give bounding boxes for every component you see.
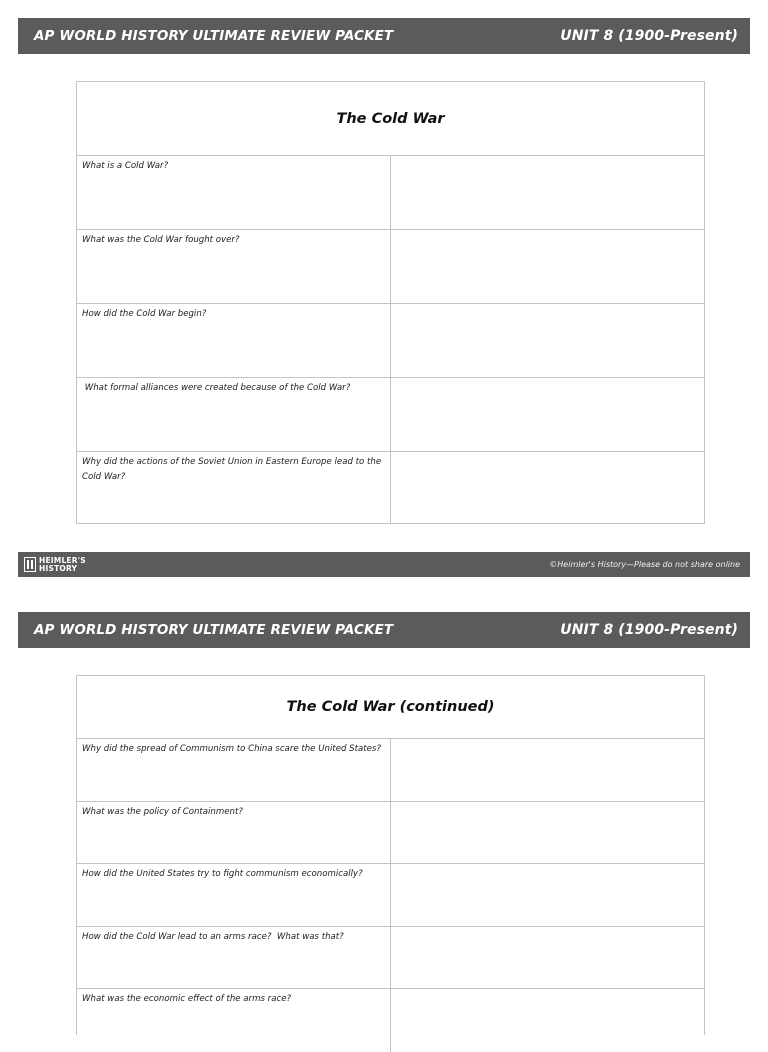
question-text: How did the Cold War lead to an arms race? What was that?: [77, 927, 391, 989]
logo-icon: [24, 557, 36, 572]
logo-line1: HEIMLER'S: [39, 555, 86, 565]
question-row: [77, 452, 704, 524]
heimlers-history-logo: [24, 557, 86, 573]
answer-cell[interactable]: [391, 989, 704, 1052]
answer-cell[interactable]: [391, 304, 704, 377]
answer-cell[interactable]: [391, 230, 704, 303]
cold-war-worksheet: [76, 81, 705, 524]
question-text: What was the Cold War fought over?: [77, 230, 391, 303]
question-text: Why did the spread of Communism to China scare the United States?: [77, 739, 391, 801]
question-row: [77, 989, 704, 1052]
question-text: What was the economic effect of the arms race?: [77, 989, 391, 1052]
answer-cell[interactable]: [391, 378, 704, 451]
answer-cell[interactable]: [391, 739, 704, 801]
question-row: [77, 739, 704, 802]
page1-header-banner: [18, 18, 750, 54]
question-row: [77, 378, 704, 452]
question-text: How did the Cold War begin?: [77, 304, 391, 377]
logo-line2: HISTORY: [39, 563, 78, 573]
section-title: The Cold War: [77, 82, 704, 156]
question-row: [77, 230, 704, 304]
answer-cell[interactable]: [391, 864, 704, 926]
question-row: [77, 802, 704, 865]
section-title: The Cold War (continued): [77, 676, 704, 739]
answer-cell[interactable]: [391, 802, 704, 864]
question-row: [77, 156, 704, 230]
answer-cell[interactable]: [391, 156, 704, 229]
question-text: What is a Cold War?: [77, 156, 391, 229]
copyright-notice: ©Heimler's History—Please do not share online: [549, 560, 740, 569]
question-row: [77, 864, 704, 927]
page2-header-banner: [18, 612, 750, 648]
page-footer: [18, 552, 750, 577]
question-text: How did the United States try to fight communism economically?: [77, 864, 391, 926]
packet-title: AP WORLD HISTORY ULTIMATE REVIEW PACKET: [34, 28, 394, 44]
question-row: [77, 927, 704, 990]
question-text: What was the policy of Containment?: [77, 802, 391, 864]
packet-title: AP WORLD HISTORY ULTIMATE REVIEW PACKET: [34, 622, 394, 638]
answer-cell[interactable]: [391, 452, 704, 524]
unit-label: UNIT 8 (1900-Present): [560, 28, 738, 44]
answer-cell[interactable]: [391, 927, 704, 989]
cold-war-continued-worksheet: [76, 675, 705, 1035]
question-text: What formal alliances were created because of the Cold War?: [77, 378, 391, 451]
question-text: Why did the actions of the Soviet Union in Eastern Europe lead to the Cold War?: [77, 452, 391, 524]
unit-label: UNIT 8 (1900-Present): [560, 622, 738, 638]
question-row: [77, 304, 704, 378]
